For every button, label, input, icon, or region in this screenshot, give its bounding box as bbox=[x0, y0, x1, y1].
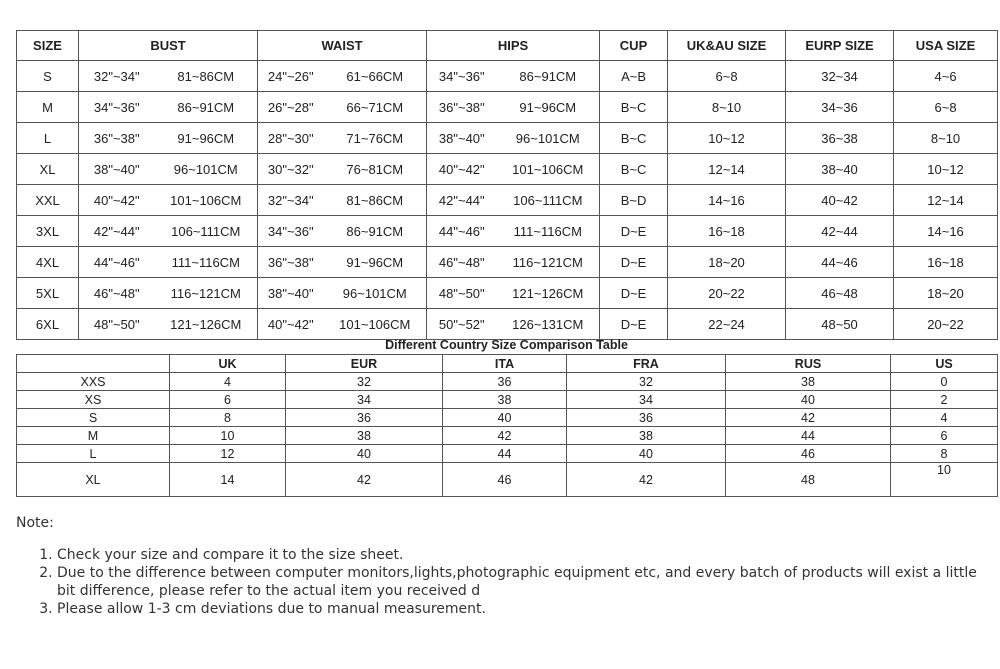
cell-hips-cm: 91~96CM bbox=[497, 92, 600, 123]
header-eurp-size: EURP SIZE bbox=[786, 31, 894, 61]
cell-waist-cm: 61~66CM bbox=[324, 61, 427, 92]
cell-uk-au: 14~16 bbox=[668, 185, 786, 216]
cell-size: XXL bbox=[17, 185, 79, 216]
comparison-header-ita: ITA bbox=[443, 355, 567, 373]
header-uk-au-size: UK&AU SIZE bbox=[668, 31, 786, 61]
note-item: 3. Please allow 1-3 cm deviations due to manual measurement. bbox=[57, 600, 986, 618]
cell-usa: 14~16 bbox=[894, 216, 998, 247]
size-chart-header-row bbox=[17, 31, 998, 61]
cell-hips-in: 44"~46" bbox=[427, 216, 497, 247]
cell-usa: 4~6 bbox=[894, 61, 998, 92]
comparison-cell: XS bbox=[17, 391, 170, 409]
cell-bust-in: 34"~36" bbox=[79, 92, 155, 123]
comparison-cell: 4 bbox=[891, 409, 998, 427]
cell-hips-in: 48"~50" bbox=[427, 278, 497, 309]
cell-usa: 6~8 bbox=[894, 92, 998, 123]
cell-bust-in: 44"~46" bbox=[79, 247, 155, 278]
comparison-header-us: US bbox=[891, 355, 998, 373]
cell-waist-cm: 86~91CM bbox=[324, 216, 427, 247]
comparison-header-eur: EUR bbox=[286, 355, 443, 373]
size-chart-row bbox=[17, 92, 998, 123]
cell-waist-cm: 96~101CM bbox=[324, 278, 427, 309]
comparison-cell: 34 bbox=[567, 391, 726, 409]
note-label: Note: bbox=[16, 515, 54, 531]
header-usa-size: USA SIZE bbox=[894, 31, 998, 61]
cell-cup: B~C bbox=[600, 123, 668, 154]
comparison-row bbox=[17, 445, 998, 463]
size-chart-row bbox=[17, 216, 998, 247]
comparison-cell: 6 bbox=[891, 427, 998, 445]
cell-usa: 10~12 bbox=[894, 154, 998, 185]
comparison-cell: 36 bbox=[443, 373, 567, 391]
cell-bust-in: 48"~50" bbox=[79, 309, 155, 340]
cell-eurp: 44~46 bbox=[786, 247, 894, 278]
cell-waist-in: 32"~34" bbox=[258, 185, 324, 216]
cell-cup: D~E bbox=[600, 247, 668, 278]
cell-waist-in: 30"~32" bbox=[258, 154, 324, 185]
comparison-cell: 6 bbox=[170, 391, 286, 409]
comparison-cell: 40 bbox=[443, 409, 567, 427]
cell-hips-in: 36"~38" bbox=[427, 92, 497, 123]
cell-hips-cm: 101~106CM bbox=[497, 154, 600, 185]
cell-cup: B~D bbox=[600, 185, 668, 216]
comparison-cell: XL bbox=[17, 463, 170, 497]
cell-size: 6XL bbox=[17, 309, 79, 340]
cell-usa: 20~22 bbox=[894, 309, 998, 340]
cell-eurp: 40~42 bbox=[786, 185, 894, 216]
comparison-cell: S bbox=[17, 409, 170, 427]
cell-waist-cm: 76~81CM bbox=[324, 154, 427, 185]
cell-eurp: 48~50 bbox=[786, 309, 894, 340]
comparison-cell: 34 bbox=[286, 391, 443, 409]
cell-waist-cm: 71~76CM bbox=[324, 123, 427, 154]
comparison-header-rus: RUS bbox=[726, 355, 891, 373]
cell-bust-cm: 121~126CM bbox=[155, 309, 258, 340]
cell-waist-in: 38"~40" bbox=[258, 278, 324, 309]
country-size-comparison-table bbox=[16, 354, 998, 497]
comparison-cell: 40 bbox=[726, 391, 891, 409]
size-chart-table bbox=[16, 30, 998, 340]
size-chart-row bbox=[17, 247, 998, 278]
comparison-cell: 40 bbox=[567, 445, 726, 463]
header-waist: WAIST bbox=[258, 31, 427, 61]
cell-eurp: 42~44 bbox=[786, 216, 894, 247]
cell-size: S bbox=[17, 61, 79, 92]
cell-waist-in: 24"~26" bbox=[258, 61, 324, 92]
comparison-cell: 42 bbox=[286, 463, 443, 497]
comparison-cell: 42 bbox=[726, 409, 891, 427]
cell-bust-in: 36"~38" bbox=[79, 123, 155, 154]
cell-hips-cm: 116~121CM bbox=[497, 247, 600, 278]
notes-list bbox=[16, 546, 986, 618]
cell-uk-au: 22~24 bbox=[668, 309, 786, 340]
comparison-header-uk: UK bbox=[170, 355, 286, 373]
cell-eurp: 34~36 bbox=[786, 92, 894, 123]
comparison-header-row bbox=[17, 355, 998, 373]
cell-hips-cm: 106~111CM bbox=[497, 185, 600, 216]
header-bust: BUST bbox=[79, 31, 258, 61]
cell-uk-au: 10~12 bbox=[668, 123, 786, 154]
comparison-cell: 40 bbox=[286, 445, 443, 463]
cell-usa: 8~10 bbox=[894, 123, 998, 154]
comparison-cell: 46 bbox=[443, 463, 567, 497]
comparison-cell: 38 bbox=[286, 427, 443, 445]
comparison-cell: 38 bbox=[567, 427, 726, 445]
cell-bust-cm: 111~116CM bbox=[155, 247, 258, 278]
cell-size: 5XL bbox=[17, 278, 79, 309]
cell-size: 4XL bbox=[17, 247, 79, 278]
cell-hips-in: 40"~42" bbox=[427, 154, 497, 185]
comparison-cell: 12 bbox=[170, 445, 286, 463]
header-size: SIZE bbox=[17, 31, 79, 61]
comparison-cell: 46 bbox=[726, 445, 891, 463]
comparison-cell: M bbox=[17, 427, 170, 445]
comparison-cell: 38 bbox=[443, 391, 567, 409]
cell-size: XL bbox=[17, 154, 79, 185]
cell-uk-au: 18~20 bbox=[668, 247, 786, 278]
cell-usa: 18~20 bbox=[894, 278, 998, 309]
cell-cup: D~E bbox=[600, 216, 668, 247]
size-chart-row bbox=[17, 154, 998, 185]
cell-size: 3XL bbox=[17, 216, 79, 247]
cell-uk-au: 8~10 bbox=[668, 92, 786, 123]
cell-bust-in: 42"~44" bbox=[79, 216, 155, 247]
comparison-cell: 8 bbox=[891, 445, 998, 463]
comparison-cell: 10 bbox=[170, 427, 286, 445]
cell-waist-in: 28"~30" bbox=[258, 123, 324, 154]
comparison-cell: 2 bbox=[891, 391, 998, 409]
cell-usa: 12~14 bbox=[894, 185, 998, 216]
cell-usa: 16~18 bbox=[894, 247, 998, 278]
comparison-cell: 4 bbox=[170, 373, 286, 391]
cell-cup: B~C bbox=[600, 154, 668, 185]
size-chart-row bbox=[17, 185, 998, 216]
cell-waist-cm: 81~86CM bbox=[324, 185, 427, 216]
cell-hips-cm: 86~91CM bbox=[497, 61, 600, 92]
comparison-row bbox=[17, 373, 998, 391]
cell-hips-in: 42"~44" bbox=[427, 185, 497, 216]
comparison-row bbox=[17, 463, 998, 497]
cell-bust-cm: 116~121CM bbox=[155, 278, 258, 309]
comparison-row bbox=[17, 391, 998, 409]
comparison-cell: 42 bbox=[567, 463, 726, 497]
cell-hips-in: 50"~52" bbox=[427, 309, 497, 340]
size-chart-row bbox=[17, 123, 998, 154]
cell-hips-cm: 126~131CM bbox=[497, 309, 600, 340]
note-item: 2. Due to the difference between computer monitors,lights,photographic equipment etc, and every batch of products will exist a little bit difference, please refer to the actual item you received d bbox=[57, 564, 986, 600]
comparison-table-title: Different Country Size Comparison Table bbox=[385, 338, 628, 352]
cell-hips-in: 38"~40" bbox=[427, 123, 497, 154]
notes-section bbox=[16, 514, 986, 618]
comparison-cell: L bbox=[17, 445, 170, 463]
cell-uk-au: 12~14 bbox=[668, 154, 786, 185]
cell-hips-in: 34"~36" bbox=[427, 61, 497, 92]
comparison-header-fra: FRA bbox=[567, 355, 726, 373]
comparison-cell: 42 bbox=[443, 427, 567, 445]
cell-hips-cm: 96~101CM bbox=[497, 123, 600, 154]
comparison-cell: 14 bbox=[170, 463, 286, 497]
cell-eurp: 32~34 bbox=[786, 61, 894, 92]
cell-hips-cm: 121~126CM bbox=[497, 278, 600, 309]
cell-waist-in: 40"~42" bbox=[258, 309, 324, 340]
cell-uk-au: 6~8 bbox=[668, 61, 786, 92]
cell-bust-in: 40"~42" bbox=[79, 185, 155, 216]
cell-waist-in: 26"~28" bbox=[258, 92, 324, 123]
comparison-cell: 32 bbox=[567, 373, 726, 391]
cell-hips-cm: 111~116CM bbox=[497, 216, 600, 247]
comparison-row bbox=[17, 409, 998, 427]
cell-cup: A~B bbox=[600, 61, 668, 92]
comparison-cell: 8 bbox=[170, 409, 286, 427]
cell-waist-cm: 91~96CM bbox=[324, 247, 427, 278]
cell-uk-au: 20~22 bbox=[668, 278, 786, 309]
header-hips: HIPS bbox=[427, 31, 600, 61]
cell-waist-in: 36"~38" bbox=[258, 247, 324, 278]
note-item: 1. Check your size and compare it to the size sheet. bbox=[57, 546, 986, 564]
cell-bust-cm: 96~101CM bbox=[155, 154, 258, 185]
comparison-cell: 36 bbox=[286, 409, 443, 427]
cell-cup: B~C bbox=[600, 92, 668, 123]
cell-bust-in: 38"~40" bbox=[79, 154, 155, 185]
comparison-cell: 36 bbox=[567, 409, 726, 427]
cell-waist-cm: 101~106CM bbox=[324, 309, 427, 340]
comparison-header-blank bbox=[17, 355, 170, 373]
cell-size: L bbox=[17, 123, 79, 154]
cell-bust-cm: 106~111CM bbox=[155, 216, 258, 247]
size-chart-row bbox=[17, 278, 998, 309]
cell-cup: D~E bbox=[600, 309, 668, 340]
cell-bust-in: 32"~34" bbox=[79, 61, 155, 92]
comparison-row bbox=[17, 427, 998, 445]
comparison-cell: XXS bbox=[17, 373, 170, 391]
cell-waist-in: 34"~36" bbox=[258, 216, 324, 247]
cell-eurp: 38~40 bbox=[786, 154, 894, 185]
cell-bust-cm: 81~86CM bbox=[155, 61, 258, 92]
cell-bust-cm: 91~96CM bbox=[155, 123, 258, 154]
cell-bust-cm: 101~106CM bbox=[155, 185, 258, 216]
comparison-cell: 10 bbox=[891, 463, 998, 497]
cell-waist-cm: 66~71CM bbox=[324, 92, 427, 123]
cell-hips-in: 46"~48" bbox=[427, 247, 497, 278]
size-chart-row bbox=[17, 61, 998, 92]
comparison-cell: 44 bbox=[726, 427, 891, 445]
cell-eurp: 46~48 bbox=[786, 278, 894, 309]
cell-cup: D~E bbox=[600, 278, 668, 309]
comparison-cell: 44 bbox=[443, 445, 567, 463]
comparison-cell: 38 bbox=[726, 373, 891, 391]
cell-bust-in: 46"~48" bbox=[79, 278, 155, 309]
comparison-cell: 48 bbox=[726, 463, 891, 497]
comparison-cell: 0 bbox=[891, 373, 998, 391]
size-chart-row bbox=[17, 309, 998, 340]
cell-uk-au: 16~18 bbox=[668, 216, 786, 247]
cell-eurp: 36~38 bbox=[786, 123, 894, 154]
comparison-cell: 32 bbox=[286, 373, 443, 391]
cell-bust-cm: 86~91CM bbox=[155, 92, 258, 123]
header-cup: CUP bbox=[600, 31, 668, 61]
cell-size: M bbox=[17, 92, 79, 123]
